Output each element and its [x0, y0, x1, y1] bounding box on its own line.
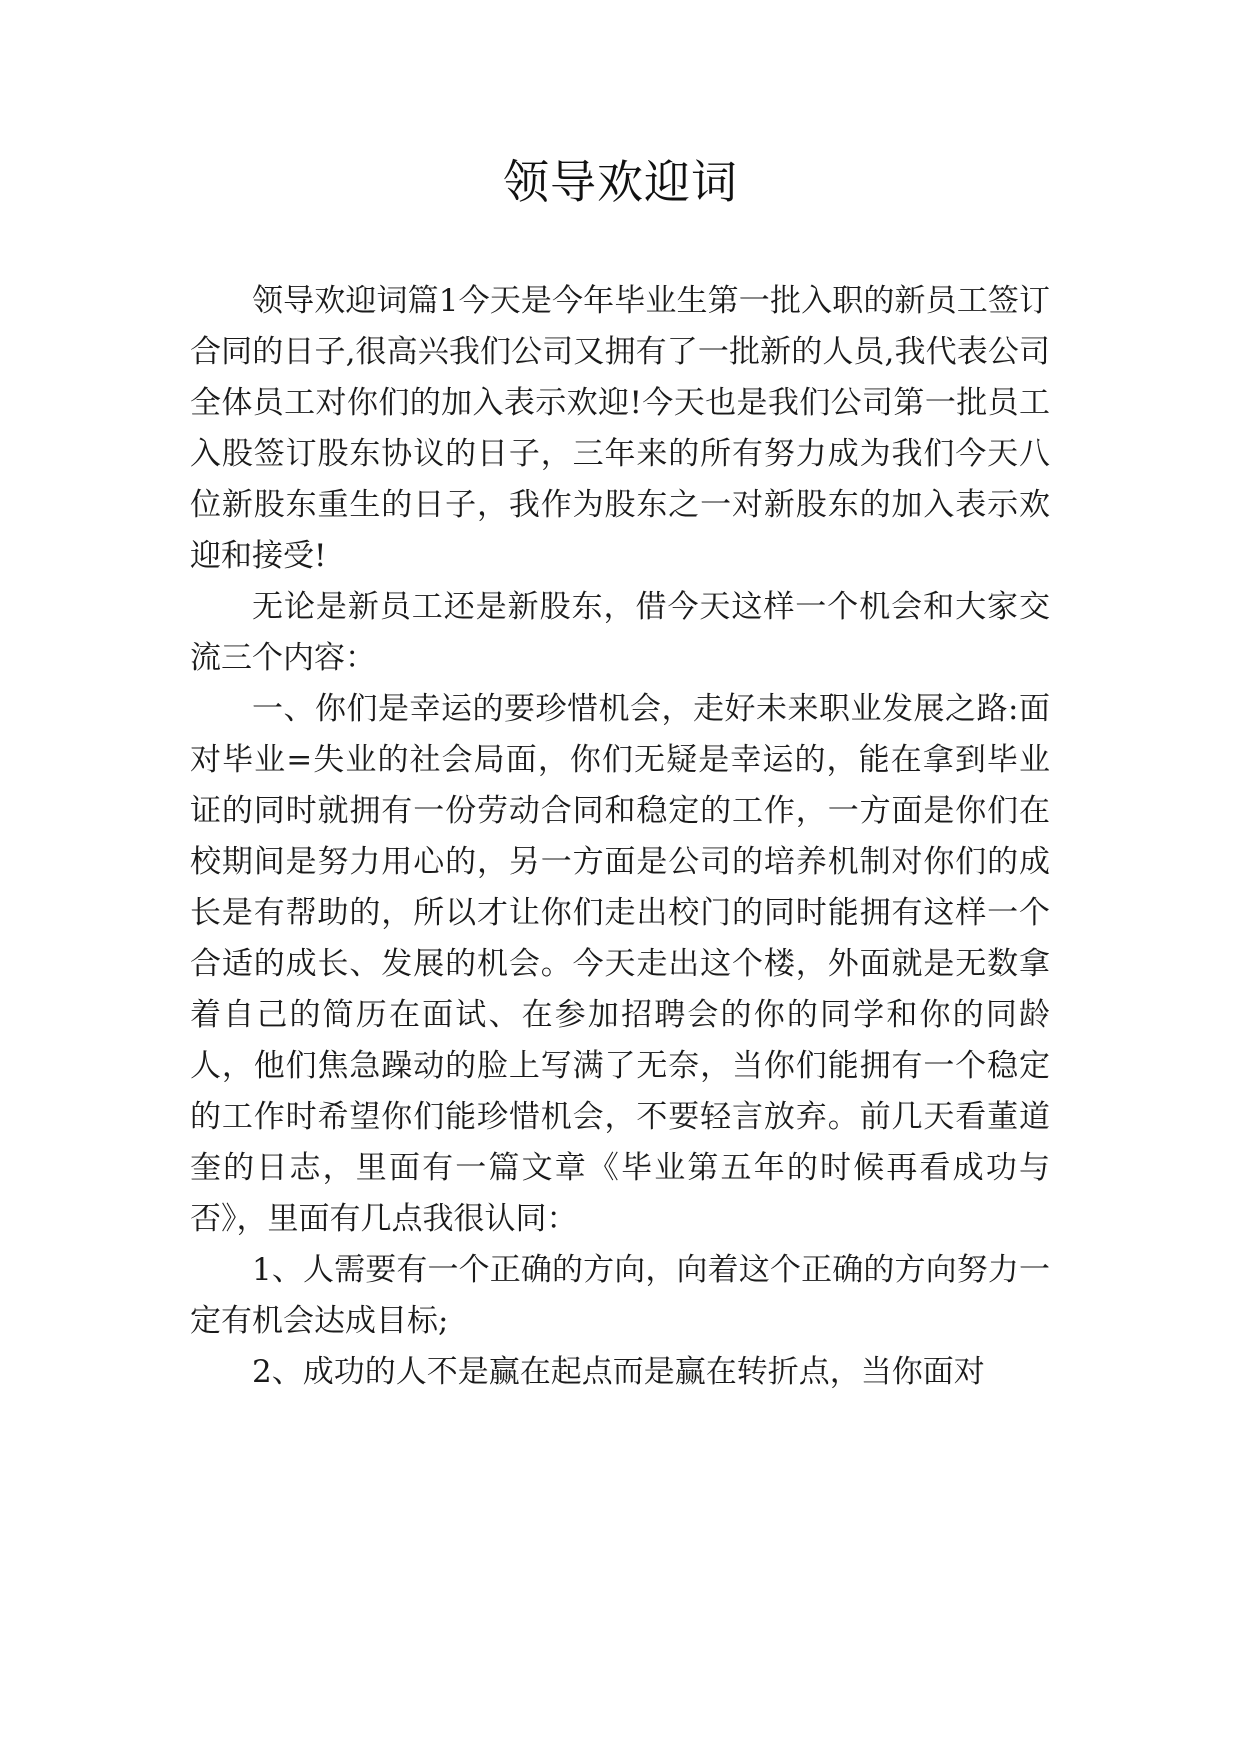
- document-title: 领导欢迎词: [503, 155, 738, 209]
- paragraph-1: 领导欢迎词篇1今天是今年毕业生第一批入职的新员工签订合同的日子,很高兴我们公司又拥有了一批新的人员,我代表公司全体员工对你们的加入表示欢迎!今天也是我们公司第一批员工入股签订股东协议的日子，三年来的所有努力成为我们今天八位新股东重生的日子，我作为股东之一对新股东的加入表示欢迎和接受!: [190, 283, 1050, 574]
- paragraph-5: 2、成功的人不是赢在起点而是赢在转折点，当你面对: [252, 1354, 985, 1390]
- paragraph-3: 一、你们是幸运的要珍惜机会，走好未来职业发展之路:面对毕业=失业的社会局面，你们无疑是幸运的，能在拿到毕业证的同时就拥有一份劳动合同和稳定的工作，一方面是你们在校期间是努力用心的，另一方面是公司的培养机制对你们的成长是有帮助的，所以才让你们走出校门的同时能拥有这样一个合适的成长、发展的机会。今天走出这个楼，外面就是无数拿着自己的简历在面试、在参加招聘会的你的同学和你的同龄人，他们焦急躁动的脸上写满了无奈，当你们能拥有一个稳定的工作时希望你们能珍惜机会，不要轻言放弃。前几天看董道奎的日志，里面有一篇文章《毕业第五年的时候再看成功与否》，里面有几点我很认同：: [190, 691, 1050, 1237]
- paragraph-2: 无论是新员工还是新股东，借今天这样一个机会和大家交流三个内容：: [190, 589, 1050, 676]
- paragraph-4: 1、人需要有一个正确的方向，向着这个正确的方向努力一定有机会达成目标;: [190, 1252, 1050, 1339]
- document-body: [190, 276, 1050, 1398]
